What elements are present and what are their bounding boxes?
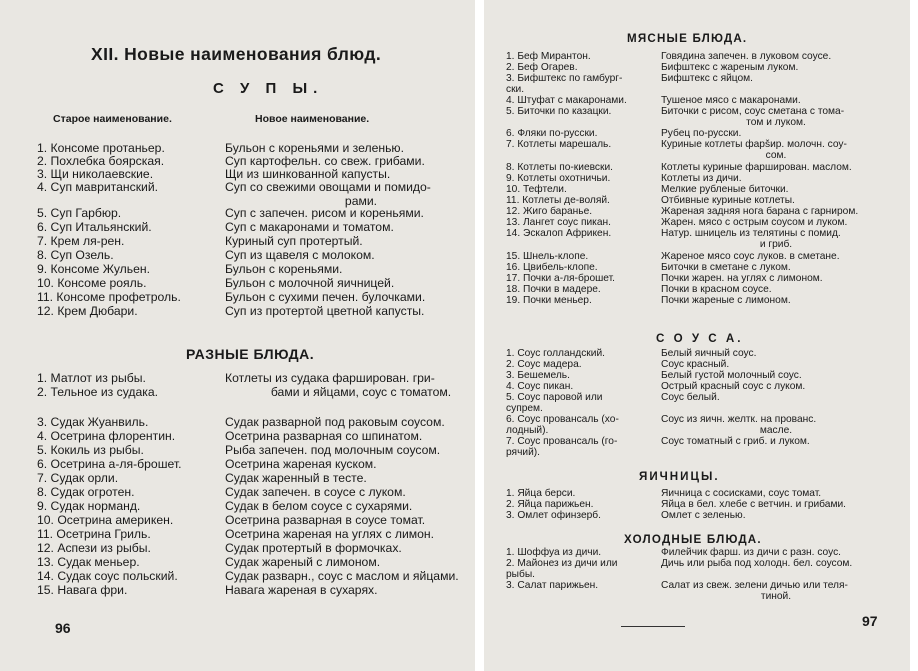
old-name-line: 15. Навага фри. bbox=[37, 583, 128, 597]
old-name-line: 7. Судак орли. bbox=[37, 471, 119, 485]
new-name-line: Биточки с рисом, соус сметана с тома- bbox=[661, 106, 845, 117]
old-name-line: 5. Соус паровой или bbox=[506, 392, 603, 403]
old-name bbox=[37, 556, 223, 570]
old-name bbox=[506, 173, 658, 184]
new-name bbox=[661, 251, 891, 262]
new-name bbox=[225, 528, 475, 542]
new-name bbox=[225, 430, 475, 444]
old-name bbox=[506, 106, 658, 117]
old-name-line: 7. Крем ля-рен. bbox=[37, 234, 125, 248]
new-name-line: и гриб. bbox=[759, 239, 793, 251]
new-name bbox=[661, 95, 891, 106]
new-name-line: Отбивные куриные котлеты. bbox=[661, 195, 795, 206]
new-name bbox=[225, 542, 475, 556]
new-name bbox=[661, 510, 891, 521]
old-name-line: 4. Осетрина флорентин. bbox=[37, 429, 176, 443]
old-name-line: рячий). bbox=[506, 447, 540, 459]
old-name bbox=[506, 62, 658, 73]
new-name bbox=[661, 206, 891, 217]
new-name bbox=[661, 51, 891, 62]
old-name-line: 6. Фляки по-русски. bbox=[506, 128, 598, 139]
new-name-line: том и луком. bbox=[746, 117, 806, 129]
new-name bbox=[225, 277, 475, 291]
old-name bbox=[506, 273, 658, 284]
new-name-line: Осетрина разварная в соусе томат. bbox=[225, 513, 426, 527]
new-name-line: тиной. bbox=[760, 591, 792, 603]
new-name bbox=[661, 139, 891, 161]
new-name bbox=[661, 262, 891, 273]
new-name-line: Бульон с молочной яичницей. bbox=[225, 276, 395, 290]
new-name bbox=[661, 273, 891, 284]
new-name-line: Судак протертый в формочках. bbox=[225, 541, 402, 555]
old-name bbox=[37, 542, 223, 556]
old-name-line: 11. Котлеты де-воляй. bbox=[506, 195, 610, 206]
new-name bbox=[661, 392, 891, 403]
new-name-line: Навага жареная в сухарях. bbox=[225, 583, 378, 597]
old-name bbox=[37, 372, 223, 386]
new-name-line: Почки жареные с лимоном. bbox=[661, 295, 791, 306]
new-name bbox=[225, 556, 475, 570]
new-name-line: Котлеты из дичи. bbox=[661, 173, 742, 184]
old-name-line: 16. Цвибель-клопе. bbox=[506, 262, 598, 273]
old-name-line: 14. Эскалоп Африкен. bbox=[506, 228, 612, 239]
new-name bbox=[661, 128, 891, 139]
new-name bbox=[661, 359, 891, 370]
old-name-line: 3. Щи николаевские. bbox=[37, 167, 154, 181]
old-name-line: 3. Бифштекс по гамбург- bbox=[506, 73, 623, 84]
new-name-line: Острый красный соус с луком. bbox=[661, 381, 806, 392]
old-name bbox=[37, 472, 223, 486]
old-name-line: 13. Судак меньер. bbox=[37, 555, 140, 569]
new-name bbox=[661, 62, 891, 73]
new-name bbox=[225, 305, 475, 319]
old-name-line: 9. Котлеты охотничьи. bbox=[506, 173, 611, 184]
old-name-line: 5. Суп Гарбюр. bbox=[37, 206, 122, 220]
old-name-line: 3. Омлет офинзерб. bbox=[506, 510, 601, 521]
page-number-left: 96 bbox=[55, 620, 71, 636]
new-name-line: Омлет с зеленью. bbox=[661, 510, 746, 521]
new-name-line: Белый яичный соус. bbox=[661, 348, 757, 359]
new-name bbox=[225, 249, 475, 263]
old-name bbox=[37, 528, 223, 542]
new-name-line: Мелкие рубленые биточки. bbox=[661, 184, 789, 195]
old-name-line: 19. Почки меньер. bbox=[506, 295, 592, 306]
chapter-title: XII. Новые наименования блюд. bbox=[91, 44, 382, 64]
new-name-line: Бифштекс с яйцом. bbox=[661, 73, 753, 84]
new-name bbox=[225, 416, 475, 430]
old-name bbox=[37, 430, 223, 444]
old-name bbox=[37, 263, 223, 277]
new-name-line: Почки жарен. на углях с лимоном. bbox=[661, 273, 823, 284]
old-name bbox=[37, 305, 223, 319]
old-name-line: 9. Судак норманд. bbox=[37, 499, 141, 513]
new-name bbox=[661, 488, 891, 499]
new-name-line: Щи из шинкованной капусты. bbox=[225, 167, 391, 181]
old-name-line: 10. Консоме рояль. bbox=[37, 276, 147, 290]
old-name-line: 9. Консоме Жульен. bbox=[37, 262, 151, 276]
old-name-line: 1. Шоффуа из дичи. bbox=[506, 547, 602, 558]
old-name bbox=[37, 235, 223, 249]
old-name bbox=[506, 162, 658, 173]
old-name-line: 8. Котлеты по-киевски. bbox=[506, 162, 613, 173]
new-name bbox=[225, 444, 475, 458]
old-name bbox=[37, 181, 223, 195]
new-name bbox=[661, 173, 891, 184]
old-name bbox=[506, 262, 658, 273]
new-name bbox=[661, 558, 891, 569]
old-name bbox=[506, 51, 658, 62]
new-name-line: Натур. шницель из телятины с помид. bbox=[661, 228, 841, 239]
old-name-line: 12. Аспези из рыбы. bbox=[37, 541, 151, 555]
old-name bbox=[506, 370, 658, 381]
new-name-line: Судак жаренный в тесте. bbox=[225, 471, 367, 485]
old-name-line: 2. Тельное из судака. bbox=[37, 385, 159, 399]
new-name bbox=[225, 181, 475, 209]
old-name bbox=[37, 207, 223, 221]
old-name bbox=[37, 416, 223, 430]
new-name-line: Осетрина разварная со шпинатом. bbox=[225, 429, 423, 443]
old-name bbox=[506, 195, 658, 206]
old-name-line: 1. Консоме протаньер. bbox=[37, 141, 165, 155]
new-name bbox=[661, 184, 891, 195]
new-name-line: Котлеты куриные фарширован. маслом. bbox=[661, 162, 852, 173]
new-name bbox=[225, 221, 475, 235]
new-name bbox=[225, 207, 475, 221]
new-name-line: Судак разварной под раковым соусом. bbox=[225, 415, 445, 429]
old-name bbox=[37, 291, 223, 305]
old-name bbox=[506, 228, 658, 239]
old-name bbox=[37, 277, 223, 291]
old-name-line: 13. Лангет соус пикан. bbox=[506, 217, 611, 228]
new-name bbox=[661, 295, 891, 306]
new-name-line: Бульон с кореньями. bbox=[225, 262, 343, 276]
old-name-line: супрем. bbox=[506, 403, 543, 415]
old-name-line: 14. Судак соус польский. bbox=[37, 569, 178, 583]
old-name bbox=[506, 217, 658, 228]
old-name-line: 1. Беф Мирантон. bbox=[506, 51, 591, 62]
old-name-line: 1. Матлот из рыбы. bbox=[37, 371, 146, 385]
old-name-line: 3. Бешемель. bbox=[506, 370, 570, 381]
old-name-line: 2. Соус мадера. bbox=[506, 359, 582, 370]
new-name bbox=[225, 291, 475, 305]
new-name bbox=[661, 348, 891, 359]
new-name-line: Суп из щавеля с молоком. bbox=[225, 248, 375, 262]
new-name bbox=[661, 228, 891, 250]
old-name-line: 6. Суп Итальянский. bbox=[37, 220, 152, 234]
new-name bbox=[225, 235, 475, 249]
old-name bbox=[506, 128, 658, 139]
old-name bbox=[506, 95, 658, 106]
old-name-line: 7. Котлеты марешаль. bbox=[506, 139, 612, 150]
old-name bbox=[506, 206, 658, 217]
new-name-line: Салат из свеж. зелени дичью или теля- bbox=[661, 580, 848, 591]
old-name bbox=[506, 381, 658, 392]
new-name bbox=[225, 472, 475, 486]
new-name-line: Соус красный. bbox=[661, 359, 730, 370]
new-name-line: сом. bbox=[765, 150, 787, 162]
old-name bbox=[506, 547, 658, 558]
new-name bbox=[661, 284, 891, 295]
new-name-line: Осетрина жареная на углях с лимон. bbox=[225, 527, 435, 541]
page-number-right: 97 bbox=[862, 613, 878, 629]
old-name-line: 4. Штуфат с макаронами. bbox=[506, 95, 627, 106]
old-name-line: рыбы. bbox=[506, 569, 535, 581]
old-name bbox=[37, 500, 223, 514]
old-name bbox=[37, 514, 223, 528]
old-name-line: 18. Почки в мадере. bbox=[506, 284, 601, 295]
old-name-line: 7. Соус провансаль (го- bbox=[506, 436, 618, 447]
old-name bbox=[37, 249, 223, 263]
decorative-rule bbox=[621, 626, 685, 627]
new-name bbox=[225, 486, 475, 500]
old-name bbox=[506, 499, 658, 510]
new-name-line: Судак в белом соусе с сухарями. bbox=[225, 499, 413, 513]
right-page bbox=[484, 0, 910, 671]
old-name bbox=[506, 510, 658, 521]
new-name-line: Почки в красном соусе. bbox=[661, 284, 772, 295]
new-name-line: Котлеты из судака фарширован. гри- bbox=[225, 371, 435, 385]
new-name-line: Дичь или рыба под холодн. бел. соусом. bbox=[661, 558, 853, 569]
old-name-line: 4. Соус пикан. bbox=[506, 381, 574, 392]
new-name bbox=[225, 500, 475, 514]
new-name-line: Жареное мясо соус луков. в сметане. bbox=[661, 251, 840, 262]
new-name bbox=[661, 580, 891, 602]
new-name-line: Судак запечен. в соусе с луком. bbox=[225, 485, 406, 499]
old-name-line: 15. Шнель-клопе. bbox=[506, 251, 589, 262]
old-name bbox=[506, 392, 658, 414]
sauces-heading: С О У С А. bbox=[656, 332, 744, 345]
new-name bbox=[661, 370, 891, 381]
old-name-line: 11. Консоме профетроль. bbox=[37, 290, 181, 304]
old-name-line: 1. Соус голландский. bbox=[506, 348, 605, 359]
meat-heading: МЯСНЫЕ БЛЮДА. bbox=[627, 32, 748, 45]
new-name-line: Жарен. мясо с острым соусом и луком. bbox=[661, 217, 848, 228]
old-name-line: 3. Салат парижьен. bbox=[506, 580, 599, 591]
old-name bbox=[506, 184, 658, 195]
old-name-line: 12. Крем Дюбари. bbox=[37, 304, 138, 318]
eggs-heading: ЯИЧНИЦЫ. bbox=[639, 470, 720, 483]
new-name bbox=[661, 499, 891, 510]
new-name-line: Жареная задняя нога барана с гарниром. bbox=[661, 206, 859, 217]
new-name-line: Суп с макаронами и томатом. bbox=[225, 220, 394, 234]
new-name-line: Говядина запечен. в луковом соусе. bbox=[661, 51, 832, 62]
new-name-line: Соус из яичн. желтк. на прованс. bbox=[661, 414, 817, 425]
old-name-line: 8. Суп Озель. bbox=[37, 248, 114, 262]
new-name-line: Судак жареный с лимоном. bbox=[225, 555, 381, 569]
new-name-line: Соус белый. bbox=[661, 392, 720, 403]
old-name bbox=[37, 486, 223, 500]
new-name-line: Филейчик фарш. из дичи с разн. соус. bbox=[661, 547, 841, 558]
new-name-line: Биточки в сметане с луком. bbox=[661, 262, 791, 273]
old-name bbox=[506, 580, 658, 591]
new-name-line: бами и яйцами, соус с томатом. bbox=[270, 384, 452, 399]
old-name-line: 17. Почки а-ля-брошет. bbox=[506, 273, 615, 284]
new-name bbox=[225, 458, 475, 472]
new-name bbox=[225, 514, 475, 528]
column-header-old: Старое наименование. bbox=[53, 113, 172, 125]
old-name bbox=[37, 570, 223, 584]
new-name-line: Бульон с кореньями и зеленью. bbox=[225, 141, 404, 155]
new-name bbox=[225, 570, 475, 584]
old-name-line: 11. Осетрина Гриль. bbox=[37, 527, 151, 541]
new-name-line: Рыба запечен. под молочным соусом. bbox=[225, 443, 441, 457]
new-name-line: Яйца в бел. хлебе с ветчин. и грибами. bbox=[661, 499, 846, 510]
old-name bbox=[506, 436, 658, 458]
new-name-line: Судак разварн., соус с маслом и яйцами. bbox=[225, 569, 459, 583]
old-name bbox=[506, 139, 658, 150]
new-name-line: Белый густой молочный соус. bbox=[661, 370, 802, 381]
new-name-line: Суп с запечен. рисом и кореньями. bbox=[225, 206, 424, 220]
old-name bbox=[506, 488, 658, 499]
new-name bbox=[661, 217, 891, 228]
old-name bbox=[506, 359, 658, 370]
new-name-line: Бульон с сухими печен. булочками. bbox=[225, 290, 426, 304]
old-name-line: 10. Тефтели. bbox=[506, 184, 567, 195]
new-name bbox=[661, 381, 891, 392]
old-name-line: 6. Осетрина а-ля-брошет. bbox=[37, 457, 182, 471]
old-name bbox=[37, 444, 223, 458]
old-name bbox=[37, 386, 223, 400]
old-name-line: 4. Суп мавританский. bbox=[37, 180, 159, 194]
old-name-line: ски. bbox=[506, 84, 525, 96]
old-name bbox=[37, 584, 223, 598]
new-name bbox=[225, 372, 475, 400]
new-name-line: Тушеное мясо с макаронами. bbox=[661, 95, 801, 106]
new-name-line: Рубец по-русски. bbox=[661, 128, 742, 139]
old-name-line: 2. Яйца парижьен. bbox=[506, 499, 594, 510]
new-name bbox=[661, 106, 891, 128]
old-name-line: 1. Яйца берси. bbox=[506, 488, 576, 499]
new-name-line: Яичница с сосисками, соус томат. bbox=[661, 488, 822, 499]
old-name bbox=[506, 73, 658, 95]
old-name-line: 3. Судак Жуанвиль. bbox=[37, 415, 149, 429]
new-name-line: Бифштекс с жареным луком. bbox=[661, 62, 799, 73]
new-name bbox=[225, 584, 475, 598]
old-name-line: 6. Соус провансаль (хо- bbox=[506, 414, 619, 425]
cold-heading: ХОЛОДНЫЕ БЛЮДА. bbox=[624, 533, 762, 546]
new-name bbox=[661, 414, 891, 436]
column-header-new: Новое наименование. bbox=[255, 113, 370, 125]
new-name bbox=[225, 263, 475, 277]
old-name bbox=[37, 221, 223, 235]
new-name bbox=[661, 162, 891, 173]
new-name-line: Куриные котлеты фарšир. молочн. соу- bbox=[661, 139, 847, 150]
new-name-line: Суп из протертой цветной капусты. bbox=[225, 304, 425, 318]
old-name-line: 2. Беф Огарев. bbox=[506, 62, 578, 73]
new-name-line: Соус томатный с гриб. и луком. bbox=[661, 436, 810, 447]
old-name bbox=[506, 295, 658, 306]
old-name-line: 2. Майонез из дичи или bbox=[506, 558, 618, 569]
new-name-line: рами. bbox=[344, 193, 378, 208]
old-name bbox=[506, 558, 658, 580]
new-name-line: масле. bbox=[759, 425, 793, 437]
new-name-line: Суп картофельн. со свеж. грибами. bbox=[225, 154, 425, 168]
new-name-line: Суп со свежими овощами и помидо- bbox=[225, 180, 431, 194]
old-name-line: 12. Жиго бараньe. bbox=[506, 206, 593, 217]
old-name-line: 5. Кокиль из рыбы. bbox=[37, 443, 144, 457]
old-name bbox=[506, 348, 658, 359]
old-name-line: 5. Биточки по казацки. bbox=[506, 106, 612, 117]
new-name-line: Куриный суп протертый. bbox=[225, 234, 363, 248]
soups-heading: С У П Ы. bbox=[213, 80, 324, 97]
new-name bbox=[661, 195, 891, 206]
various-heading: РАЗНЫЕ БЛЮДА. bbox=[186, 346, 315, 362]
new-name-line: Осетрина жареная куском. bbox=[225, 457, 377, 471]
new-name bbox=[661, 73, 891, 84]
old-name bbox=[506, 414, 658, 436]
old-name-line: 8. Судак огротен. bbox=[37, 485, 135, 499]
old-name bbox=[506, 284, 658, 295]
new-name bbox=[661, 547, 891, 558]
old-name-line: 2. Похлебка боярская. bbox=[37, 154, 165, 168]
old-name bbox=[506, 251, 658, 262]
new-name bbox=[661, 436, 891, 447]
old-name-line: 10. Осетрина америкен. bbox=[37, 513, 174, 527]
old-name bbox=[37, 458, 223, 472]
old-name-line: лодный). bbox=[506, 425, 549, 437]
